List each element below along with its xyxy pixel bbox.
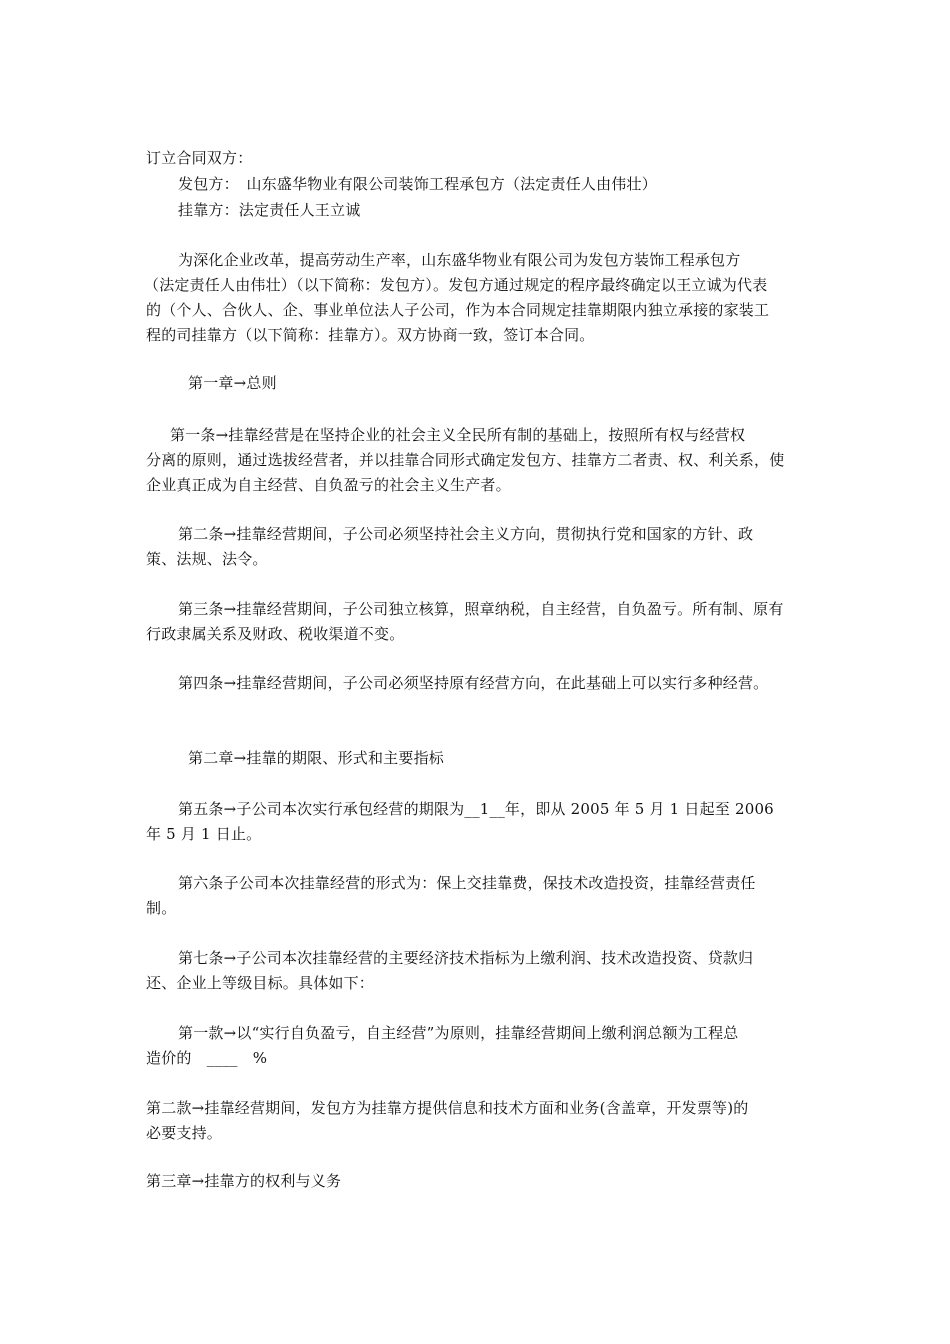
clause-line: 必要支持。 xyxy=(146,1124,223,1142)
article-line: 第三条→挂靠经营期间，子公司独立核算，照章纳税，自主经营，自负盈亏。所有制、原有 xyxy=(178,600,784,618)
article-line: 第四条→挂靠经营期间，子公司必须坚持原有经营方向，在此基础上可以实行多种经营。 xyxy=(178,674,769,692)
intro-line: （法定责任人由伟壮）（以下简称：发包方）。发包方通过规定的程序最终确定以王立诚为代表 xyxy=(144,276,768,294)
parties-heading: 订立合同双方： xyxy=(146,149,253,167)
clause-line: 第二款→挂靠经营期间，发包方为挂靠方提供信息和技术方面和业务(含盖章，开发票等)的 xyxy=(146,1099,749,1117)
clause-line: 第一款→以“实行自负盈亏，自主经营”为原则，挂靠经营期间上缴利润总额为工程总 xyxy=(178,1024,739,1042)
article-line: 分离的原则，通过选拔经营者，并以挂靠合同形式确定发包方、挂靠方二者责、权、利关系，使 xyxy=(146,451,785,469)
article-line: 行政隶属关系及财政、税收渠道不变。 xyxy=(146,625,405,643)
article-line: 企业真正成为自主经营、自负盈亏的社会主义生产者。 xyxy=(146,476,511,494)
article-line: 策、法规、法令。 xyxy=(146,550,268,568)
intro-line: 的（个人、合伙人、企、事业单位法人子公司，作为本合同规定挂靠期限内独立承接的家装工 xyxy=(146,301,770,319)
article-line: 年 5 月 1 日止。 xyxy=(146,825,262,843)
intro-line: 程的司挂靠方（以下简称：挂靠方）。双方协商一致，签订本合同。 xyxy=(146,326,595,344)
article-line: 第六条子公司本次挂靠经营的形式为：保上交挂靠费，保技术改造投资，挂靠经营责任 xyxy=(178,874,756,892)
article-line: 第一条→挂靠经营是在坚持企业的社会主义全民所有制的基础上，按照所有权与经营权 xyxy=(170,426,746,444)
intro-line: 为深化企业改革，提高劳动生产率，山东盛华物业有限公司为发包方装饰工程承包方 xyxy=(178,251,741,269)
affiliate-line: 挂靠方：法定责任人王立诚 xyxy=(178,201,361,219)
contractor-line: 发包方： 山东盛华物业有限公司装饰工程承包方（法定责任人由伟壮） xyxy=(178,175,657,193)
article-line: 制。 xyxy=(146,899,177,917)
article-line: 第五条→子公司本次实行承包经营的期限为__1__年，即从 2005 年 5 月 1 日起至 2006 xyxy=(178,800,774,818)
article-line: 第七条→子公司本次挂靠经营的主要经济技术指标为上缴利润、技术改造投资、贷款归 xyxy=(178,949,754,967)
article-line: 还、企业上等级目标。具体如下： xyxy=(146,974,375,992)
clause-line: 造价的 ____ % xyxy=(146,1049,268,1067)
chapter-title: 第一章→总则 xyxy=(188,374,277,392)
article-line: 第二条→挂靠经营期间，子公司必须坚持社会主义方向，贯彻执行党和国家的方针、政 xyxy=(178,525,754,543)
chapter-title: 第二章→挂靠的期限、形式和主要指标 xyxy=(188,749,444,767)
chapter-title: 第三章→挂靠方的权利与义务 xyxy=(146,1172,342,1190)
